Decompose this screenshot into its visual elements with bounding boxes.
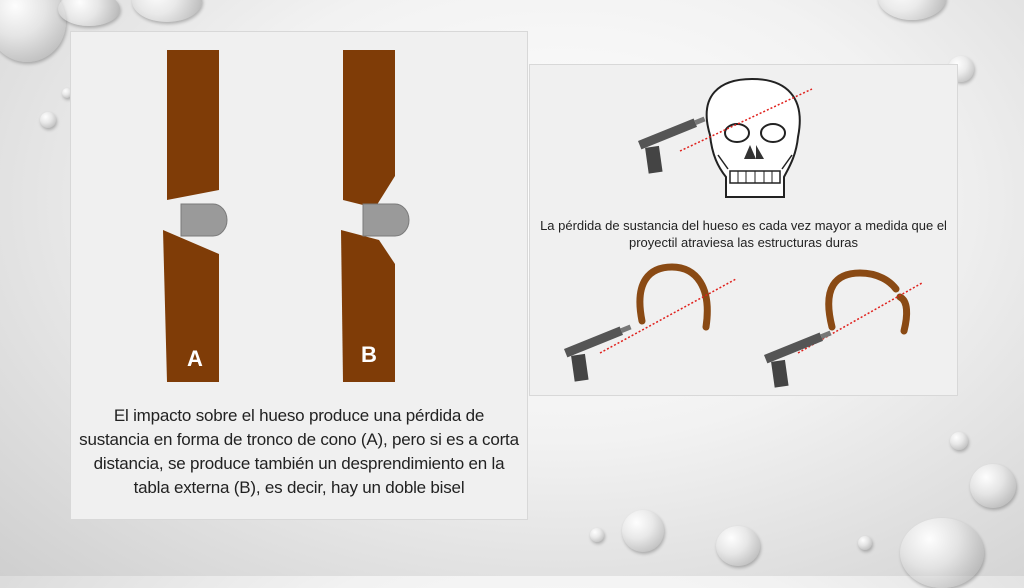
trajectory-line-left [600,279,736,353]
bullet-a [181,204,227,236]
trajectory-figure [529,64,958,396]
water-drop-decoration [132,0,202,22]
pistol-icon-top [636,115,717,177]
water-drop-decoration [622,510,664,552]
water-drop-decoration [590,528,604,542]
water-drop-decoration [900,518,984,588]
water-drop-decoration [0,0,66,62]
bone-bevel-caption: El impacto sobre el hueso produce una pérdida de sustancia en forma de tronco de cono (A), pero si es a corta distancia, se produce también un desprendimiento en la tabla externa (B), es decir, hay un doble bisel [79,406,519,497]
bone-arc-right-fragment [900,297,907,331]
bullet-b [363,204,409,236]
water-drop-decoration [970,464,1016,508]
bone-fragment-a-upper [167,50,219,200]
water-drop-decoration [950,432,968,450]
water-drop-decoration [878,0,946,20]
water-drop-decoration [40,112,56,128]
bone-bevel-diagram [71,32,527,402]
bone-bevel-figure [70,31,528,520]
water-drop-decoration [858,536,872,550]
bone-arc-left [640,267,707,327]
trajectory-caption: La pérdida de sustancia del hueso es cada vez mayor a medida que el proyectil atraviesa las estructuras duras [540,218,947,250]
bone-fragment-b-upper [343,50,395,208]
water-drop-decoration [58,0,120,26]
label-b: B [361,342,377,367]
skull-illustration [707,79,800,197]
pistol-icon-right [762,329,843,391]
bone-arc-right [829,273,896,327]
water-drop-decoration [716,526,760,566]
pistol-icon-left [562,323,643,385]
label-a: A [187,346,203,371]
